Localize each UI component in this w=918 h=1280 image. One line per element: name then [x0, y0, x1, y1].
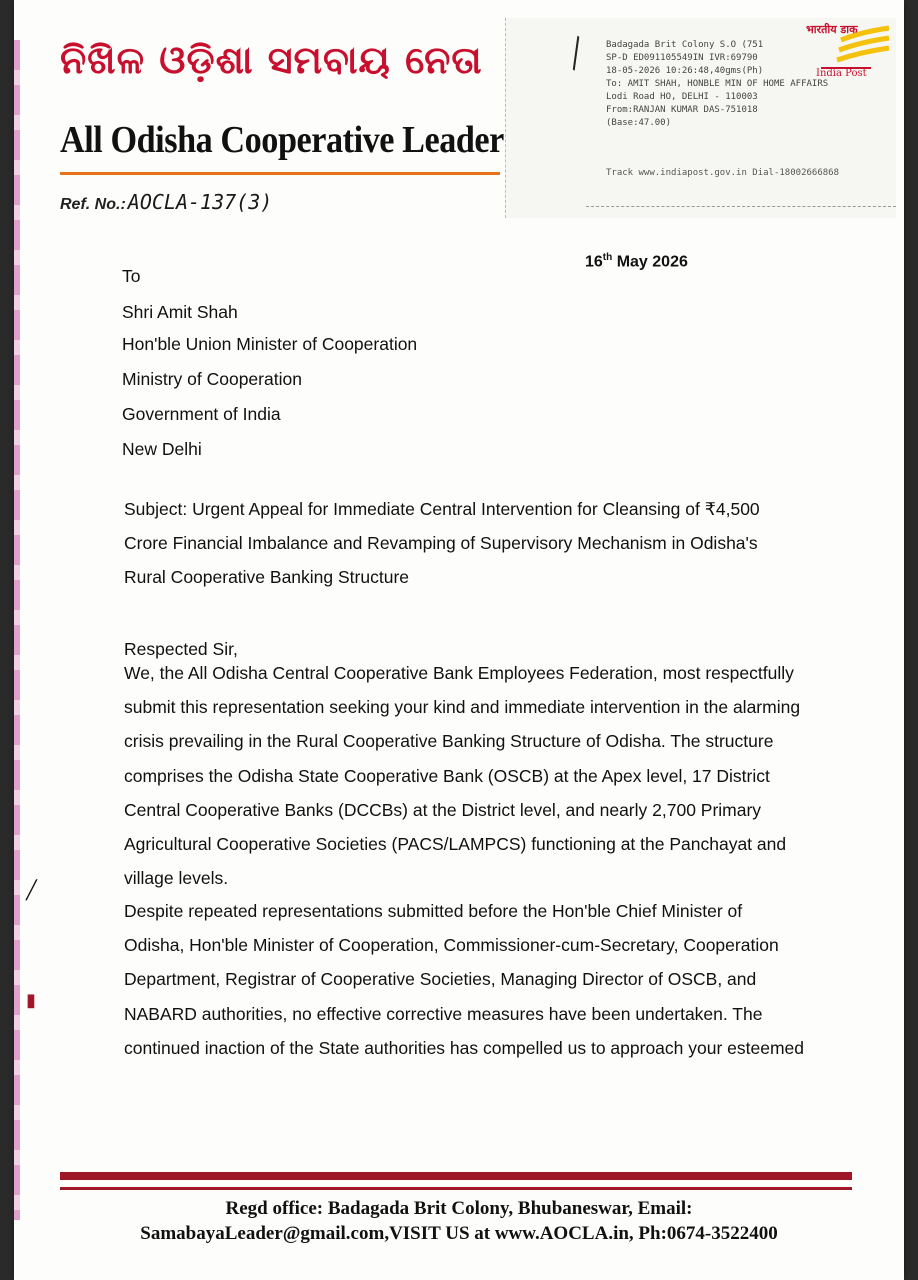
footer-rule-thin: [60, 1187, 852, 1190]
slip-divider: [586, 206, 896, 207]
slip-line: (Base:47.00): [606, 118, 672, 128]
salutation: Respected Sir,: [124, 639, 238, 659]
odia-masthead: ନିଖିଳ ଓଡ଼ିଶା ସମବାୟ ନେତା: [60, 38, 483, 82]
slip-line: Badagada Brit Colony S.O (751: [606, 40, 764, 50]
edge-mark: ╱: [26, 880, 37, 900]
address-line: Ministry of Cooperation: [122, 369, 302, 389]
india-post-english: India Post: [816, 68, 867, 79]
english-masthead: All Odisha Cooperative Leader: [60, 119, 504, 161]
postal-receipt: [505, 18, 896, 218]
slip-line: 18-05-2026 10:26:48,40gms(Ph): [606, 66, 764, 76]
header-rule: [60, 172, 500, 175]
address-line: To: [122, 266, 141, 286]
reference-number: [60, 190, 272, 214]
body-paragraph-2: Despite repeated representations submitted before the Hon'ble Chief Minister of Odisha, Hon'ble Minister of Cooperation, Commissioner-cum-Secretary, Cooperation Department, Registrar of Cooperative Societies, Managing Director of OSCB, and NABARD authorities, no effective corrective measures have been undertaken. The continued inaction of the State authorities has compelled us to approach your esteemed: [124, 901, 805, 1058]
slip-tracking: Track www.indiapost.gov.in Dial-18002666868: [606, 168, 839, 178]
edge-mark: ▮: [26, 990, 36, 1010]
slip-line: From:RANJAN KUMAR DAS-751018: [606, 105, 758, 115]
address-line: Government of India: [122, 404, 281, 424]
footer-contact: SamabayaLeader@gmail.com,VISIT US at www.AOCLA.in, Ph:0674-3522400: [140, 1223, 778, 1244]
checkmark-icon: ╲: [561, 36, 592, 70]
address-line: Hon'ble Union Minister of Cooperation: [122, 334, 418, 354]
body-paragraph-1: We, the All Odisha Central Cooperative Bank Employees Federation, most respectfully submit this representation seeking your kind and immediate intervention in the alarming crisis prevailing in the Rural Cooperative Banking Structure of Odisha. The structure comprises the Odisha State Cooperative Bank (OSCB) at the Apex level, 17 District Central Cooperative Banks (DCCBs) at the District level, and nearly 2,700 Primary Agricultural Cooperative Societies (PACS/LAMPCS) functioning at the Panchayat and village levels.: [124, 663, 801, 889]
slip-line: SP-D ED091105549IN IVR:69790: [606, 53, 758, 63]
letter-date: 16th May 2026: [585, 252, 688, 271]
footer-address: Regd office: Badagada Brit Colony, Bhubaneswar, Email:: [225, 1198, 693, 1219]
address-line: Shri Amit Shah: [122, 302, 238, 322]
page-edge-stripe: [14, 40, 20, 1220]
ref-value: AOCLA-137(3): [127, 190, 273, 214]
slip-line: Lodi Road HO, DELHI - 110003: [606, 92, 758, 102]
footer-rule: [60, 1172, 852, 1180]
slip-line: To: AMIT SHAH, HONBLE MIN OF HOME AFFAIRS: [606, 79, 829, 89]
address-line: New Delhi: [122, 439, 202, 459]
letter-subject: Subject: Urgent Appeal for Immediate Central Intervention for Cleansing of ₹4,500 Crore Financial Imbalance and Revamping of Supervisory Mechanism in Odisha's Rural Cooperative Banking Structure: [124, 499, 760, 588]
ref-label: Ref. No.:: [60, 196, 126, 213]
india-post-hindi: भारतीय डाक: [806, 23, 858, 36]
